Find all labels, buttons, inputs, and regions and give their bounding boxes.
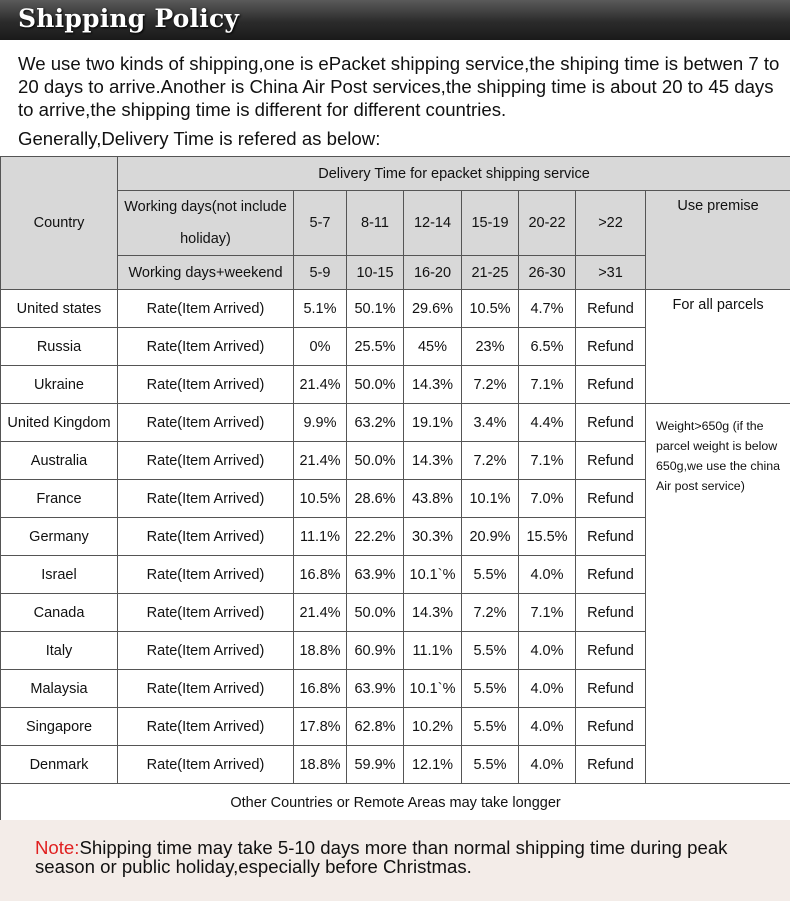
rate-value-cell: 10.1`% (404, 556, 462, 594)
note-text (35, 838, 775, 876)
rate-value-cell: Refund (576, 480, 646, 518)
rate-value-cell: 50.0% (347, 442, 404, 480)
rate-value-cell: 5.5% (462, 556, 519, 594)
rate-value-cell: 10.2% (404, 708, 462, 746)
country-cell: Israel (1, 556, 118, 594)
country-cell: Singapore (1, 708, 118, 746)
rate-value-cell: 16.8% (294, 556, 347, 594)
intro-general: Generally,Delivery Time is refered as below: (18, 128, 381, 149)
rate-value-cell: Refund (576, 442, 646, 480)
intro-paragraph: We use two kinds of shipping,one is ePacket shipping service,the shiping time is betwen 7 to 20 days to arrive.Another is China Air Post services,the shipping time is about 20 to 45 days to arrive,the shipping time is different for different countries. (18, 53, 780, 120)
header-delivery-time: Delivery Time for epacket shipping service (118, 157, 790, 191)
rate-value-cell: 45% (404, 328, 462, 366)
rate-value-cell: 18.8% (294, 746, 347, 784)
header-range: 8-11 (347, 191, 404, 256)
premise-all-cell: For all parcels (646, 290, 790, 404)
rate-value-cell: 29.6% (404, 290, 462, 328)
rate-value-cell: 21.4% (294, 442, 347, 480)
header-weekend-range: 10-15 (347, 256, 404, 290)
header-weekend-range: 21-25 (462, 256, 519, 290)
rate-value-cell: Refund (576, 632, 646, 670)
delivery-time-table (0, 156, 790, 822)
rate-value-cell: 28.6% (347, 480, 404, 518)
country-cell: Germany (1, 518, 118, 556)
rate-value-cell: 14.3% (404, 366, 462, 404)
rate-value-cell: 23% (462, 328, 519, 366)
rate-value-cell: 60.9% (347, 632, 404, 670)
header-working-days: Working days(not include holiday) (118, 191, 294, 256)
rate-value-cell: 10.1`% (404, 670, 462, 708)
country-cell: Italy (1, 632, 118, 670)
rate-value-cell: 30.3% (404, 518, 462, 556)
rate-value-cell: 62.8% (347, 708, 404, 746)
rate-value-cell: 15.5% (519, 518, 576, 556)
table-footer-text: Other Countries or Remote Areas may take longger (1, 784, 790, 822)
table-row (1, 404, 790, 442)
country-cell: Canada (1, 594, 118, 632)
rate-value-cell: 0% (294, 328, 347, 366)
country-cell: Malaysia (1, 670, 118, 708)
header-weekend-range: 5-9 (294, 256, 347, 290)
table-row (1, 290, 790, 328)
header-range: 15-19 (462, 191, 519, 256)
rate-value-cell: 5.5% (462, 670, 519, 708)
rate-value-cell: 3.4% (462, 404, 519, 442)
rate-value-cell: Refund (576, 366, 646, 404)
rate-value-cell: 7.2% (462, 594, 519, 632)
rate-label-cell: Rate(Item Arrived) (118, 670, 294, 708)
rate-value-cell: 4.0% (519, 632, 576, 670)
rate-value-cell: 4.0% (519, 746, 576, 784)
rate-label-cell: Rate(Item Arrived) (118, 632, 294, 670)
rate-value-cell: 4.7% (519, 290, 576, 328)
rate-value-cell: 14.3% (404, 442, 462, 480)
rate-value-cell: Refund (576, 290, 646, 328)
rate-value-cell: 7.1% (519, 366, 576, 404)
rate-value-cell: 63.2% (347, 404, 404, 442)
rate-value-cell: 21.4% (294, 366, 347, 404)
premise-weight-cell: Weight>650g (if the parcel weight is below 650g,we use the china Air post service) (646, 404, 790, 784)
rate-value-cell: 4.4% (519, 404, 576, 442)
rate-value-cell: 10.5% (294, 480, 347, 518)
header-weekend-range: 16-20 (404, 256, 462, 290)
rate-value-cell: Refund (576, 746, 646, 784)
header-weekend-range: 26-30 (519, 256, 576, 290)
rate-value-cell: 21.4% (294, 594, 347, 632)
rate-value-cell: Refund (576, 594, 646, 632)
rate-label-cell: Rate(Item Arrived) (118, 594, 294, 632)
rate-label-cell: Rate(Item Arrived) (118, 708, 294, 746)
rate-value-cell: 63.9% (347, 556, 404, 594)
rate-label-cell: Rate(Item Arrived) (118, 480, 294, 518)
country-cell: Australia (1, 442, 118, 480)
country-cell: United Kingdom (1, 404, 118, 442)
rate-value-cell: 63.9% (347, 670, 404, 708)
country-cell: Russia (1, 328, 118, 366)
rate-label-cell: Rate(Item Arrived) (118, 746, 294, 784)
rate-value-cell: 50.1% (347, 290, 404, 328)
rate-value-cell: 22.2% (347, 518, 404, 556)
header-weekend-range: >31 (576, 256, 646, 290)
rate-value-cell: 50.0% (347, 594, 404, 632)
country-cell: Ukraine (1, 366, 118, 404)
rate-value-cell: 4.0% (519, 670, 576, 708)
table-footer-row (1, 784, 790, 822)
rate-value-cell: 7.0% (519, 480, 576, 518)
rate-label-cell: Rate(Item Arrived) (118, 556, 294, 594)
rate-value-cell: 5.5% (462, 632, 519, 670)
rate-value-cell: 5.5% (462, 708, 519, 746)
header-country: Country (1, 157, 118, 290)
header-use-premise: Use premise (646, 191, 790, 290)
rate-value-cell: 11.1% (404, 632, 462, 670)
rate-label-cell: Rate(Item Arrived) (118, 290, 294, 328)
rate-value-cell: 4.0% (519, 556, 576, 594)
header-range: 12-14 (404, 191, 462, 256)
rate-label-cell: Rate(Item Arrived) (118, 328, 294, 366)
rate-value-cell: 4.0% (519, 708, 576, 746)
rate-value-cell: Refund (576, 404, 646, 442)
rate-value-cell: 9.9% (294, 404, 347, 442)
rate-value-cell: 20.9% (462, 518, 519, 556)
rate-value-cell: Refund (576, 670, 646, 708)
intro-section (18, 52, 786, 150)
rate-value-cell: 43.8% (404, 480, 462, 518)
rate-value-cell: 14.3% (404, 594, 462, 632)
note-body: Shipping time may take 5-10 days more than normal shipping time during peak season or public holiday,especially before Christmas. (35, 837, 728, 877)
rate-value-cell: 7.1% (519, 594, 576, 632)
rate-value-cell: 59.9% (347, 746, 404, 784)
country-cell: France (1, 480, 118, 518)
rate-value-cell: Refund (576, 556, 646, 594)
header-range: >22 (576, 191, 646, 256)
country-cell: United states (1, 290, 118, 328)
rate-value-cell: 16.8% (294, 670, 347, 708)
rate-value-cell: 6.5% (519, 328, 576, 366)
rate-label-cell: Rate(Item Arrived) (118, 518, 294, 556)
note-label: Note: (35, 837, 80, 858)
rate-value-cell: 7.1% (519, 442, 576, 480)
rate-value-cell: 25.5% (347, 328, 404, 366)
rate-value-cell: 19.1% (404, 404, 462, 442)
rate-value-cell: 10.5% (462, 290, 519, 328)
country-cell: Denmark (1, 746, 118, 784)
rate-label-cell: Rate(Item Arrived) (118, 442, 294, 480)
rate-value-cell: 12.1% (404, 746, 462, 784)
rate-value-cell: 11.1% (294, 518, 347, 556)
rate-value-cell: 17.8% (294, 708, 347, 746)
page-title: Shipping Policy (18, 4, 240, 33)
rate-value-cell: Refund (576, 518, 646, 556)
rate-value-cell: 5.1% (294, 290, 347, 328)
header-range: 20-22 (519, 191, 576, 256)
rate-value-cell: Refund (576, 328, 646, 366)
header-bar (0, 0, 790, 40)
rate-value-cell: Refund (576, 708, 646, 746)
note-box (0, 820, 790, 901)
rate-value-cell: 18.8% (294, 632, 347, 670)
rate-value-cell: 7.2% (462, 442, 519, 480)
header-weekend: Working days+weekend (118, 256, 294, 290)
rate-value-cell: 50.0% (347, 366, 404, 404)
rate-label-cell: Rate(Item Arrived) (118, 366, 294, 404)
rate-label-cell: Rate(Item Arrived) (118, 404, 294, 442)
header-range: 5-7 (294, 191, 347, 256)
rate-value-cell: 7.2% (462, 366, 519, 404)
rate-value-cell: 5.5% (462, 746, 519, 784)
rate-value-cell: 10.1% (462, 480, 519, 518)
